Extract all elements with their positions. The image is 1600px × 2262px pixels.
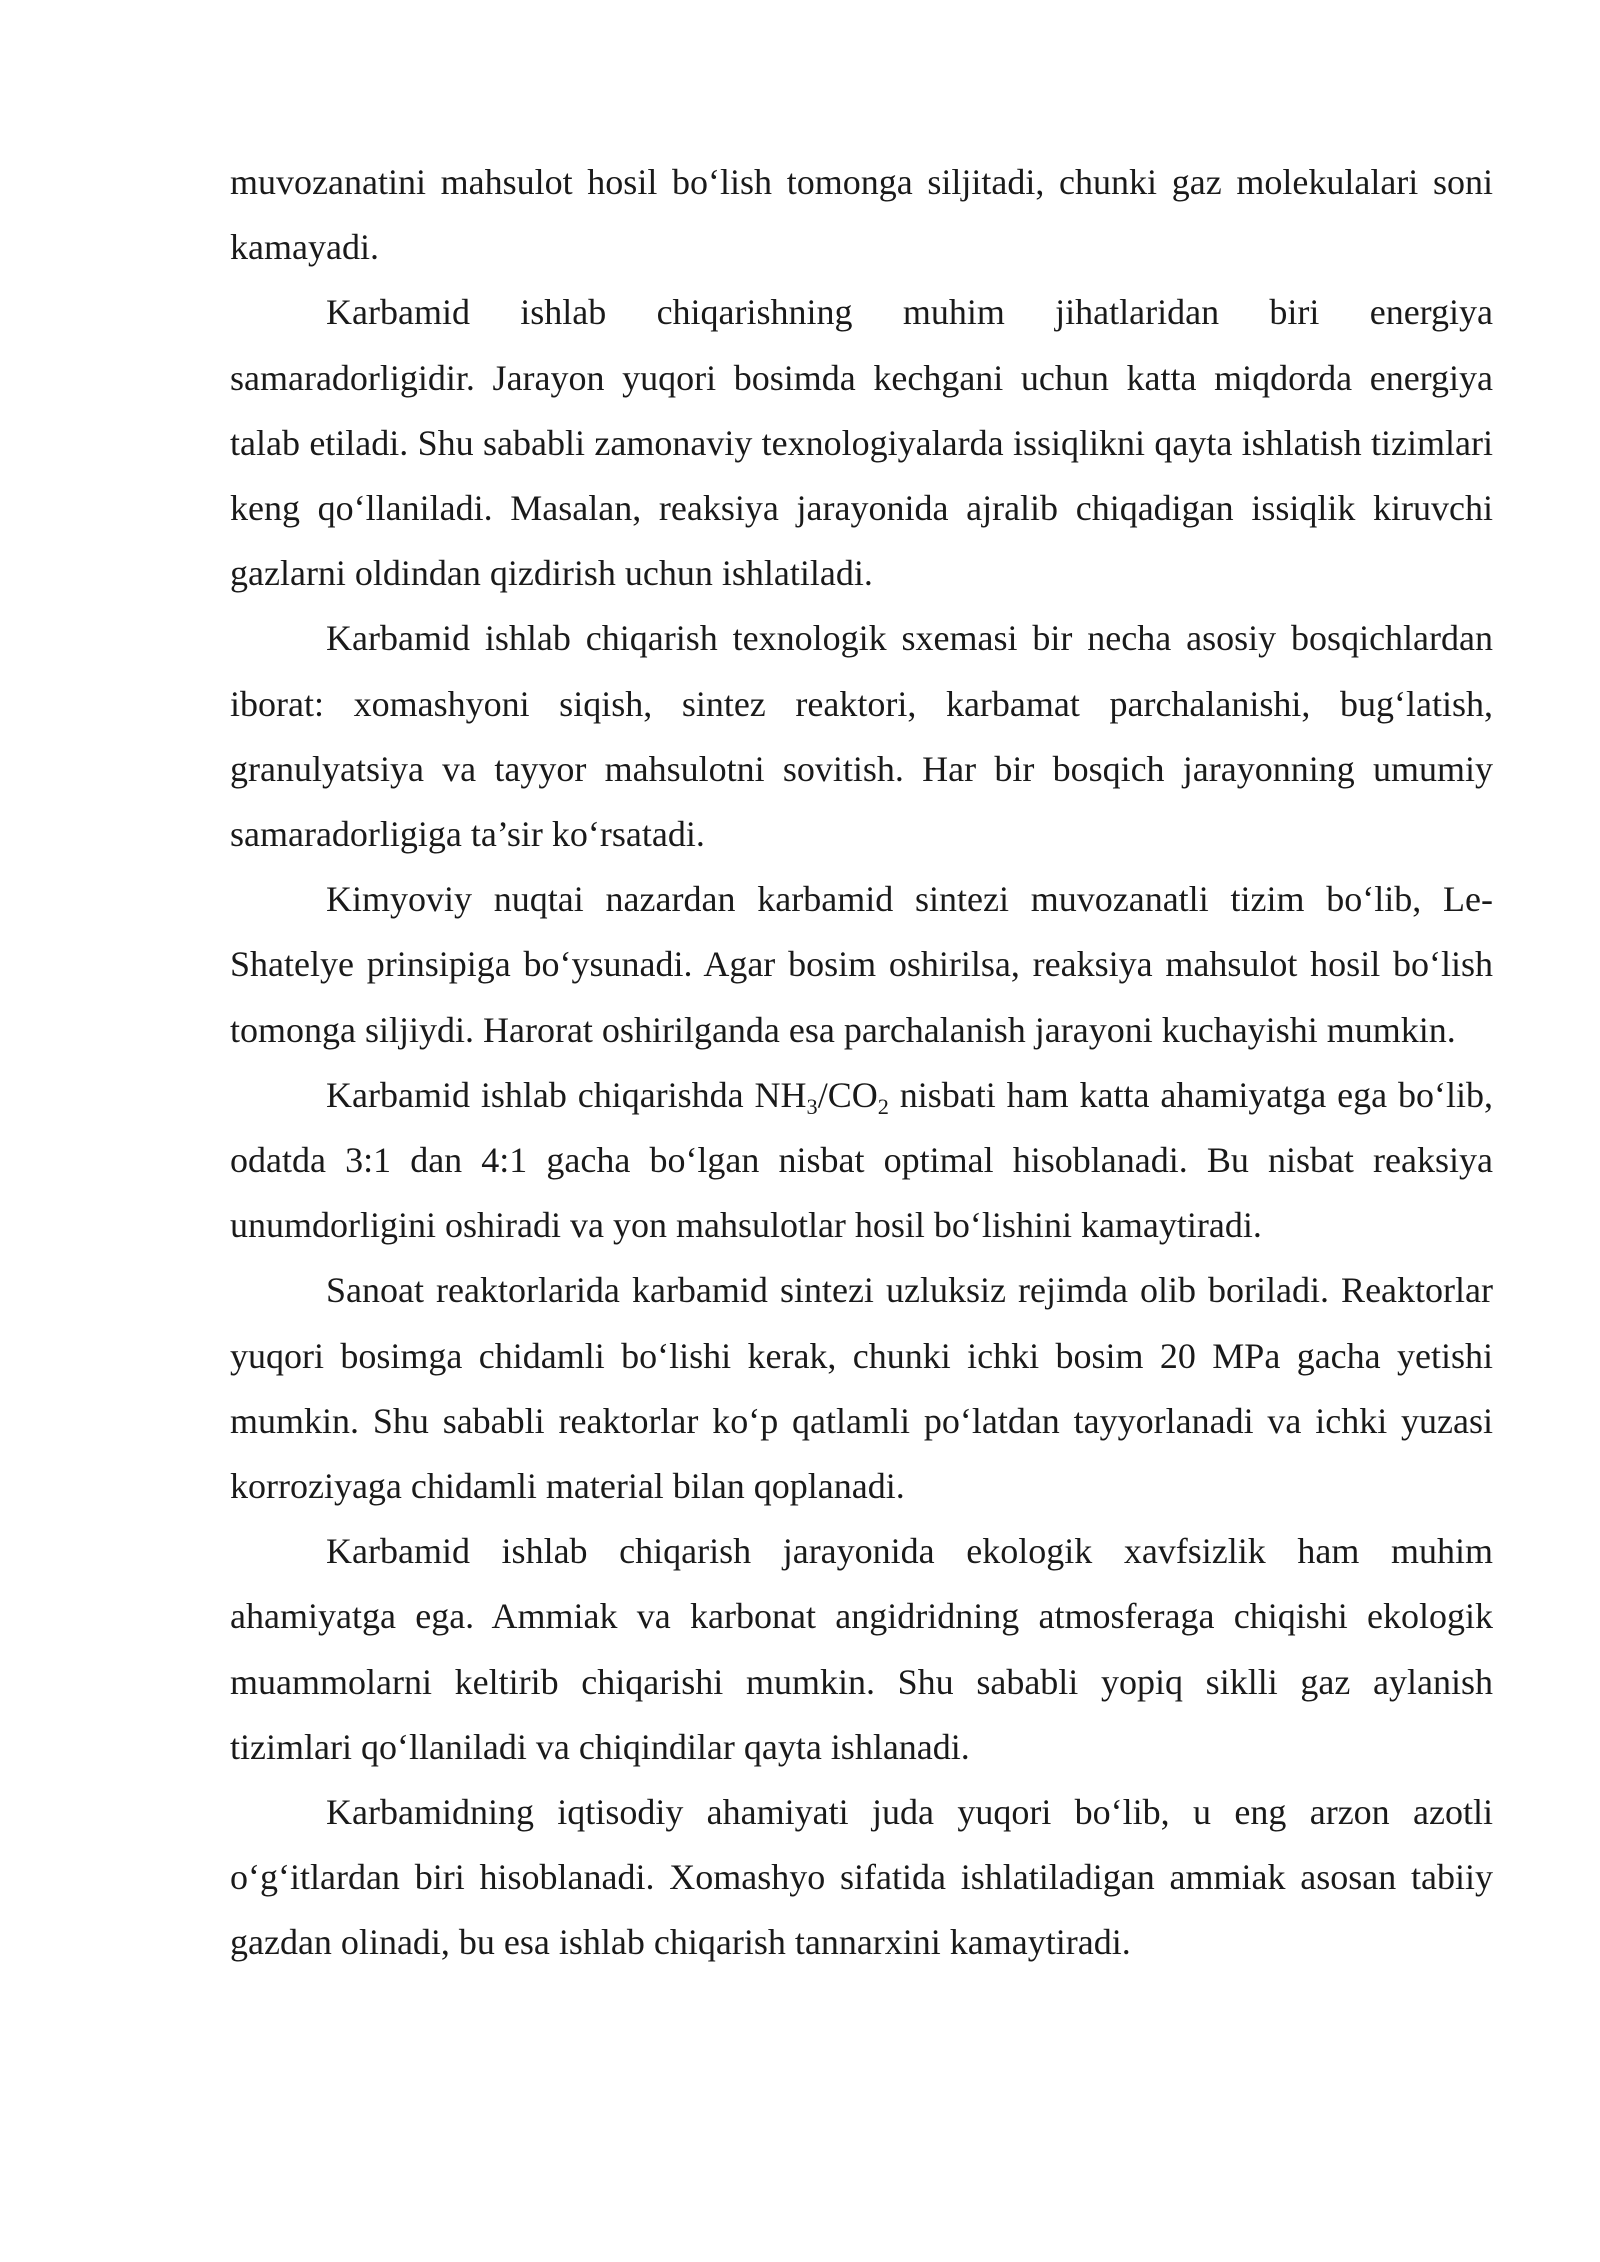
paragraph-nh3-co2-ratio: [230, 1063, 1493, 1259]
paragraph-economic-importance: Karbamidning iqtisodiy ahamiyati juda yuqori bo‘lib, u eng arzon azotli o‘g‘itlardan biri hisoblanadi. Xomashyo sifatida ishlatiladigan ammiak asosan tabiiy gazdan olinadi, bu esa ishlab chiqarish tannarxini kamaytiradi.: [230, 1792, 1493, 1963]
ratio-subscript-3: 3: [806, 1093, 818, 1119]
paragraph-technological-scheme: Karbamid ishlab chiqarish texnologik sxemasi bir necha asosiy bosqichlardan iborat: xomashyoni siqish, sintez reaktori, karbamat parchalanishi, bug‘latish, granulyatsiya va tayyor mahsulotni sovitish. Har bir bosqich jarayonning umumiy samaradorligiga ta’sir ko‘rsatadi.: [230, 618, 1493, 855]
ratio-text-pre: Karbamid ishlab chiqarishda NH: [326, 1074, 807, 1115]
paragraph-energy-efficiency: Karbamid ishlab chiqarishning muhim jihatlaridan biri energiya samaradorligidir. Jarayon yuqori bosimda kechgani uchun katta miqdorda energiya talab etiladi. Shu sababli zamonaviy texnologiyalarda issiqlikni qayta ishlatish tizimlari keng qo‘llaniladi. Masalan, reaksiya jarayonida ajralib chiqadigan issiqlik kiruvchi gazlarni oldindan qizdirish uchun ishlatiladi.: [230, 292, 1493, 594]
paragraph-industrial-reactors: Sanoat reaktorlarida karbamid sintezi uzluksiz rejimda olib boriladi. Reaktorlar yuqori bosimga chidamli bo‘lishi kerak, chunki ichki bosim 20 MPa gacha yetishi mumkin. Shu sababli reaktorlar ko‘p qatlamli po‘latdan tayyorlanadi va ichki yuzasi korroziyaga chidamli material bilan qoplanadi.: [230, 1270, 1493, 1507]
ratio-text-mid: /CO: [817, 1074, 878, 1115]
paragraph-continuation: muvozanatini mahsulot hosil bo‘lish tomonga siljitadi, chunki gaz molekulalari soni kamayadi.: [230, 162, 1493, 268]
ratio-subscript-2: 2: [877, 1093, 889, 1119]
paragraph-le-chatelier: Kimyoviy nuqtai nazardan karbamid sintezi muvozanatli tizim bo‘lib, Le-Shatelye prinsipiga bo‘ysunadi. Agar bosim oshirilsa, reaksiya mahsulot hosil bo‘lish tomonga siljiydi. Harorat oshirilganda esa parchalanish jarayoni kuchayishi mumkin.: [230, 879, 1493, 1050]
document-page: [230, 150, 1493, 1976]
ratio-text-post: nisbati ham katta ahamiyatga ega bo‘lib, odatda 3:1 dan 4:1 gacha bo‘lgan nisbat optimal hisoblanadi. Bu nisbat reaksiya unumdorligini oshiradi va yon mahsulotlar hosil bo‘lishini kamaytiradi.: [230, 1074, 1494, 1246]
paragraph-ecological-safety: Karbamid ishlab chiqarish jarayonida ekologik xavfsizlik ham muhim ahamiyatga ega. Ammiak va karbonat angidridning atmosferaga chiqishi ekologik muammolarni keltirib chiqarishi mumkin. Shu sababli yopiq siklli gaz aylanish tizimlari qo‘llaniladi va chiqindilar qayta ishlanadi.: [230, 1531, 1493, 1767]
